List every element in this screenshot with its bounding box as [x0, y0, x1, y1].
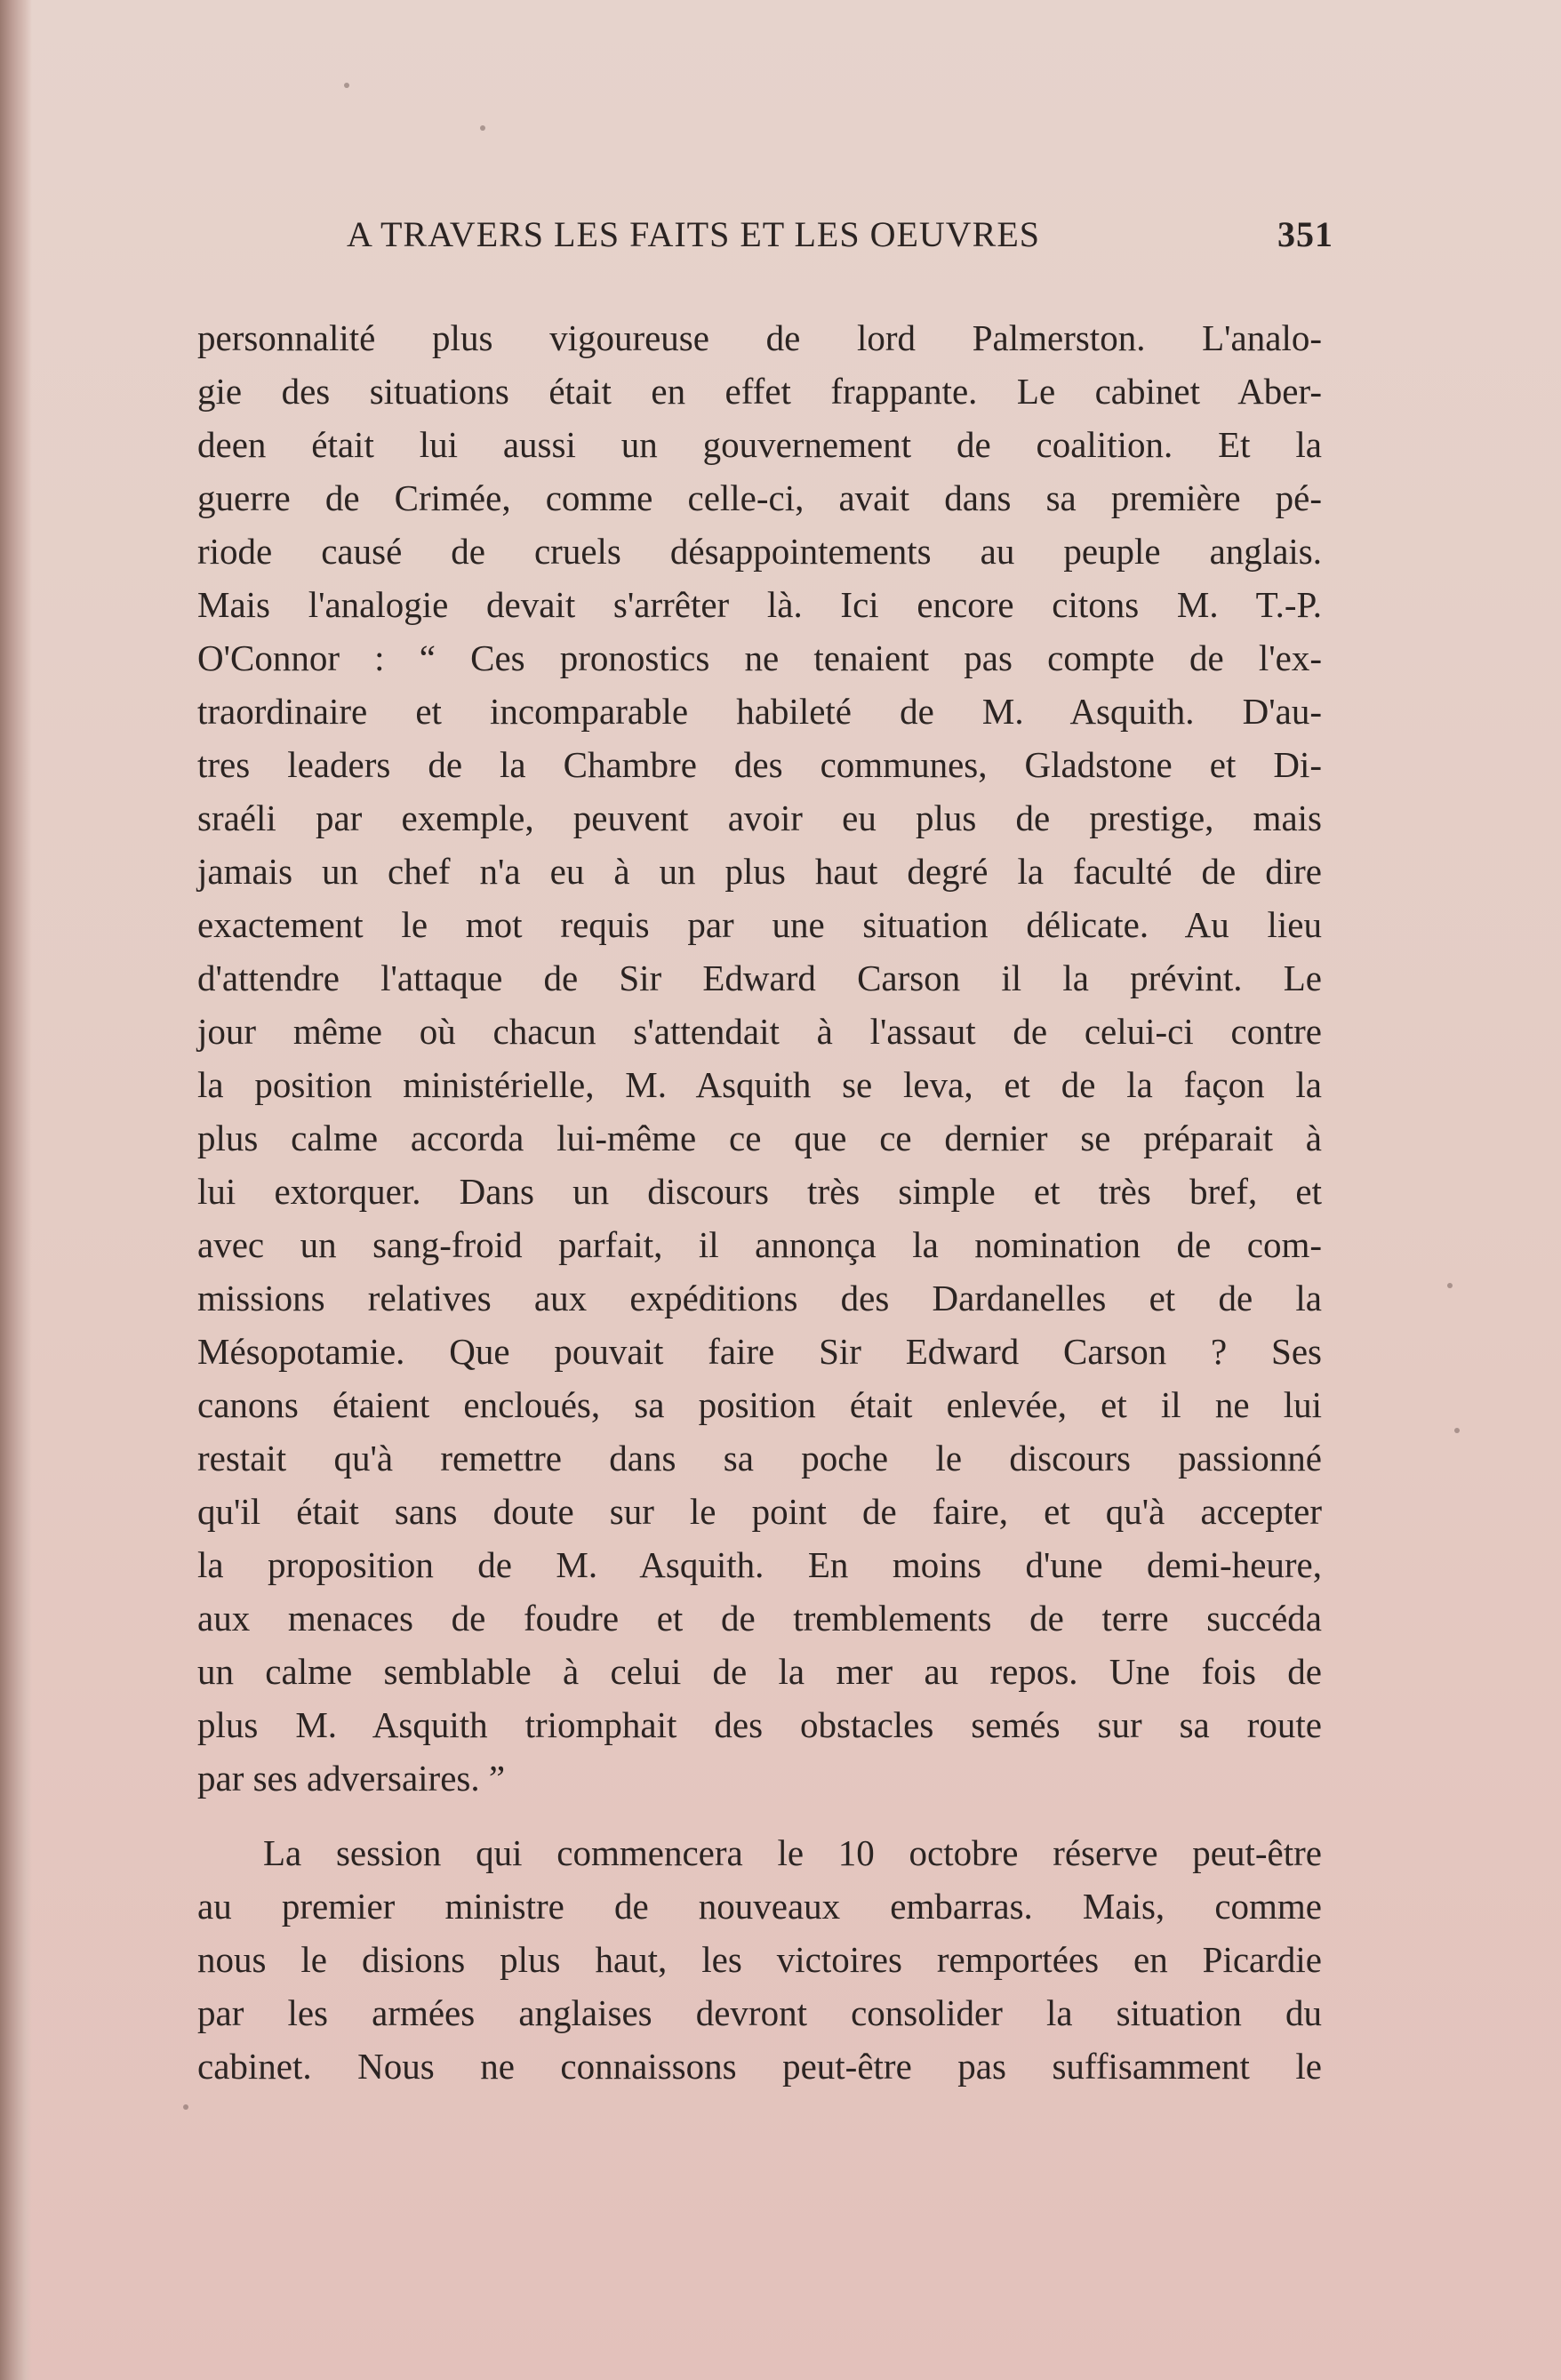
text-line: guerre de Crimée, comme celle-ci, avait dans sa première pé-: [197, 477, 1322, 518]
page-number: 351: [1277, 214, 1333, 254]
text-line: la proposition de M. Asquith. En moins d'une demi-heure,: [197, 1544, 1322, 1585]
paper-speck: [183, 2104, 188, 2110]
text-line: au premier ministre de nouveaux embarras. Mais, comme: [197, 1886, 1322, 1927]
paragraph-gap: [197, 1805, 1322, 1826]
text-line: avec un sang-froid parfait, il annonça la nomination de com-: [197, 1224, 1322, 1265]
text-line: lui extorquer. Dans un discours très simple et très bref, et: [197, 1171, 1322, 1212]
text-line: un calme semblable à celui de la mer au repos. Une fois de: [197, 1651, 1322, 1692]
text-line: plus M. Asquith triomphait des obstacles semés sur sa route: [197, 1704, 1322, 1745]
paper-speck: [1447, 1283, 1453, 1288]
text-line: d'attendre l'attaque de Sir Edward Carson il la prévint. Le: [197, 958, 1322, 998]
text-line: gie des situations était en effet frappante. Le cabinet Aber-: [197, 371, 1322, 412]
text-line: sraéli par exemple, peuvent avoir eu plus de prestige, mais: [197, 797, 1322, 838]
text-line: par ses adversaires. ”: [197, 1758, 506, 1799]
binding-gutter: [0, 0, 32, 2380]
running-title: A TRAVERS LES FAITS ET LES OEUVRES: [347, 214, 1041, 254]
text-line: canons étaient encloués, sa position était enlevée, et il ne lui: [197, 1384, 1322, 1425]
text-line: jour même où chacun s'attendait à l'assaut de celui-ci contre: [197, 1011, 1322, 1052]
text-line: La session qui commencera le 10 octobre réserve peut-être: [263, 1832, 1322, 1873]
paper-speck: [344, 83, 349, 88]
text-line: aux menaces de foudre et de tremblements de terre succéda: [197, 1598, 1322, 1639]
text-line: deen était lui aussi un gouvernement de coalition. Et la: [197, 424, 1322, 465]
text-line: personnalité plus vigoureuse de lord Palmerston. L'analo-: [197, 317, 1322, 358]
text-line: riode causé de cruels désappointements au peuple anglais.: [197, 531, 1322, 572]
text-line: traordinaire et incomparable habileté de M. Asquith. D'au-: [197, 691, 1322, 732]
text-line: O'Connor : “ Ces pronostics ne tenaient pas compte de l'ex-: [197, 637, 1322, 678]
text-line: Mais l'analogie devait s'arrêter là. Ici encore citons M. T.-P.: [197, 584, 1322, 625]
text-line: missions relatives aux expéditions des Dardanelles et de la: [197, 1278, 1322, 1318]
paper-speck: [1454, 1428, 1460, 1433]
paragraph-1: [197, 311, 1322, 1805]
text-line: qu'il était sans doute sur le point de faire, et qu'à accepter: [197, 1491, 1322, 1532]
text-line: cabinet. Nous ne connaissons peut-être pas suffisamment le: [197, 2046, 1322, 2087]
text-line: restait qu'à remettre dans sa poche le discours passionné: [197, 1438, 1322, 1478]
text-line: nous le disions plus haut, les victoires remportées en Picardie: [197, 1939, 1322, 1980]
text-line: exactement le mot requis par une situation délicate. Au lieu: [197, 904, 1322, 945]
text-line: par les armées anglaises devront consolider la situation du: [197, 1992, 1322, 2033]
text-line: Mésopotamie. Que pouvait faire Sir Edward Carson ? Ses: [197, 1331, 1322, 1372]
text-line: tres leaders de la Chambre des communes, Gladstone et Di-: [197, 744, 1322, 785]
text-line: la position ministérielle, M. Asquith se leva, et de la façon la: [197, 1064, 1322, 1105]
body-text: [197, 311, 1322, 2093]
text-line: jamais un chef n'a eu à un plus haut degré la faculté de dire: [197, 851, 1322, 892]
text-line: plus calme accorda lui-même ce que ce dernier se préparait à: [197, 1118, 1322, 1158]
paragraph-2: [197, 1826, 1322, 2093]
paper-speck: [480, 125, 485, 131]
running-header: [347, 204, 1333, 267]
